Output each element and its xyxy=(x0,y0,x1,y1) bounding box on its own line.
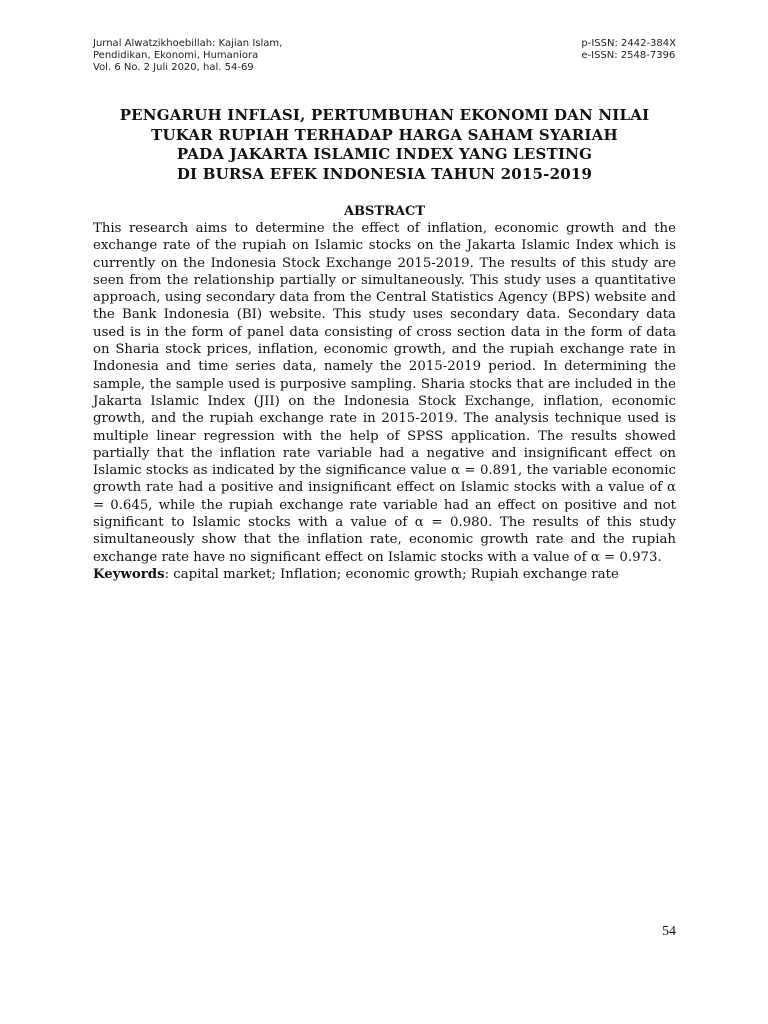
title-line-1: PENGARUH INFLASI, PERTUMBUHAN EKONOMI DAN NILAI xyxy=(119,106,650,124)
title-line-2: TUKAR RUPIAH TERHADAP HARGA SAHAM SYARIAH xyxy=(151,125,618,144)
title-line-4: DI BURSA EFEK INDONESIA TAHUN 2015-2019 xyxy=(176,164,593,183)
abstract-text: This research aims to determine the effect of inflation, economic growth and the exchange rate of the rupiah on Islamic stocks on the Jakarta Islamic Index which is currently on the Indonesia Stock Exchange 2015-2019. The results of this study are seen from the relationship partially or simultaneously. This study uses a quantitative approach, using secondary data from the Central Statistics Agency (BPS) website and the Bank Indonesia (BI) website. This study uses secondary data. Secondary data used is in the form of panel data consisting of cross section data in the form of data on Sharia stock prices, inflation, economic growth, and the rupiah exchange rate in Indonesia and time series data, namely the 2015-2019 period. In determining the sample, the sample used is purposive sampling. Sharia stocks that are included in the Jakarta Islamic Index (JII) on the Indonesia Stock Exchange, inflation, economic growth, and the rupiah exchange rate in 2015-2019. The analysis technique used is multiple linear regression with the help of SPSS application. The results showed partially that the inflation rate variable had a negative and insignificant effect on Islamic stocks as indicated by the significance value α = 0.891, the variable economic growth rate had a positive and insignificant effect on Islamic stocks with a value of α = 0.645, while the rupiah exchange rate variable had an effect on positive and not significant to Islamic stocks with a value of α = 0.980. The results of this study simultaneously show that the inflation rate, economic growth rate and the rupiah exchange rate have no significant effect on Islamic stocks with a value of α = 0.973. xyxy=(93,221,676,565)
running-header xyxy=(93,38,676,74)
keywords-line xyxy=(93,566,676,583)
keywords-label: Keywords xyxy=(93,566,165,582)
keywords-text: : capital market; Inflation; economic growth; Rupiah exchange rate xyxy=(164,566,619,582)
paper-title xyxy=(93,106,676,184)
title-line-3: PADA JAKARTA ISLAMIC INDEX YANG LESTING xyxy=(176,145,593,163)
journal-name-line-1: Jurnal Alwatzikhoebillah: Kajian Islam, xyxy=(93,38,283,49)
abstract-heading: ABSTRACT xyxy=(343,204,426,219)
journal-info xyxy=(93,38,282,74)
journal-name-line-2: Pendidikan, Ekonomi, Humaniora xyxy=(93,50,259,61)
journal-volume-line: Vol. 6 No. 2 Juli 2020, hal. 54-69 xyxy=(93,62,254,73)
issn-info xyxy=(581,38,676,74)
abstract-section xyxy=(93,220,676,583)
print-issn: p-ISSN: 2442-384X xyxy=(581,38,676,49)
page-number: 54 xyxy=(662,924,676,939)
electronic-issn: e-ISSN: 2548-7396 xyxy=(581,50,676,61)
